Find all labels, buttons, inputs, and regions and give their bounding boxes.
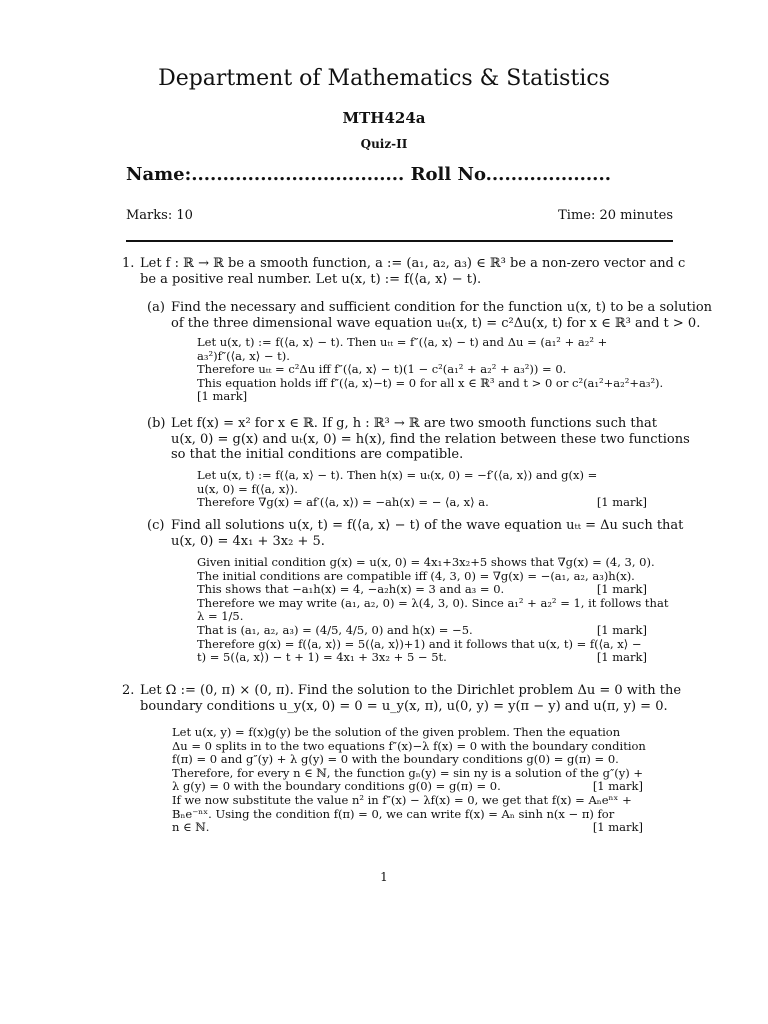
question-line: of the three dimensional wave equation uₜₜ(x, t) = c²Δu(x, t) for x ∈ ℝ³ and t > 0. — [171, 315, 701, 331]
solution-text: n ∈ ℕ. — [172, 820, 210, 835]
question-line: u(x, 0) = g(x) and uₜ(x, 0) = h(x), find the relation between these two functions — [171, 431, 690, 447]
solution-text: This shows that −a₁h(x) = 4, −a₂h(x) = 3 and a₃ = 0. — [197, 582, 505, 597]
part-a-label: (a) — [147, 300, 165, 315]
solution-line-with-mark — [197, 496, 647, 510]
marks-label: Marks: 10 — [126, 208, 193, 223]
part-a-question — [171, 300, 712, 331]
solution-line — [172, 808, 643, 822]
solution-text: f(π) = 0 and g″(y) + λ g(y) = 0 with the boundary conditions g(0) = g(π) = 0. — [172, 752, 619, 767]
solution-line — [197, 610, 647, 624]
mark-label: [1 mark] — [592, 779, 643, 794]
question-1-number: 1. — [122, 256, 135, 271]
stem-line: Let f : ℝ → ℝ be a smooth function, a := (a₁, a₂, a₃) ∈ ℝ³ be a non-zero vector and c — [140, 256, 686, 271]
solution-line — [197, 651, 647, 665]
solution-text: λ = 1/5. — [197, 609, 244, 624]
solution-line — [197, 555, 655, 570]
question-line: u(x, 0) = 4x₁ + 3x₂ + 5. — [171, 533, 325, 549]
part-a-solution — [197, 335, 664, 404]
solution-line — [197, 638, 647, 652]
mark-label: [1 mark] — [596, 650, 647, 665]
quiz-title: Quiz-II — [360, 137, 408, 151]
part-c-question — [171, 518, 683, 549]
solution-line: u(x, 0) = f(⟨a, x⟩). — [197, 481, 298, 496]
solution-line: Let u(x, t) := f(⟨a, x⟩ − t). Then h(x) = uₜ(x, 0) = −f′(⟨a, x⟩) and g(x) = — [197, 468, 598, 482]
question-line: Find all solutions u(x, t) = f(⟨a, x⟩ − t) of the wave equation uₜₜ = Δu such that — [171, 518, 684, 533]
solution-line: This equation holds iff f″(⟨a, x⟩−t) = 0 for all x ∈ ℝ³ and t > 0 or c²(a₁²+a₂²+a₃²). — [197, 375, 664, 390]
solution-line — [172, 738, 646, 754]
solution-line — [197, 595, 669, 611]
solution-line — [172, 753, 643, 767]
solution-line — [197, 583, 647, 597]
solution-text: Therefore ∇g(x) = af′(⟨a, x⟩) = −ah(x) = − ⟨a, x⟩ a. — [197, 495, 489, 510]
stem-line: boundary conditions u_y(x, 0) = 0 = u_y(x, π), u(0, y) = y(π − y) and u(π, y) = 0. — [140, 698, 668, 714]
stem-line: be a positive real number. Let u(x, t) := f(⟨a, x⟩ − t). — [140, 271, 482, 287]
solution-line — [197, 624, 647, 638]
solution-line — [172, 726, 643, 740]
solution-text: Bₙe⁻ⁿˣ. Using the condition f(π) = 0, we can write f(x) = Aₙ sinh n(x − π) for — [172, 806, 615, 821]
solution-line — [172, 821, 643, 835]
solution-text: Therefore, for every n ∈ ℕ, the function gₙ(y) = sin ny is a solution of the g″(y) + — [172, 765, 644, 780]
solution-line: Let u(x, t) := f(⟨a, x⟩ − t). Then uₜₜ = f″(⟨a, x⟩ − t) and Δu = (a₁² + a₂² + — [197, 335, 608, 349]
mark-label: [1 mark] — [596, 495, 647, 510]
solution-text: Given initial condition g(x) = u(x, 0) = 4x₁+3x₂+5 shows that ∇g(x) = (4, 3, 0). — [197, 555, 655, 569]
solution-line: a₃²)f″(⟨a, x⟩ − t). — [197, 348, 290, 363]
header-divider — [126, 240, 673, 242]
question-line: Let f(x) = x² for x ∈ ℝ. If g, h : ℝ³ → ℝ are two smooth functions such that — [171, 416, 657, 431]
solution-text: λ g(y) = 0 with the boundary conditions g(0) = g(π) = 0. — [172, 779, 501, 794]
part-b-question — [171, 416, 690, 463]
solution-line — [172, 780, 643, 794]
solution-line — [172, 767, 643, 781]
part-b-solution — [197, 469, 647, 510]
question-line: Find the necessary and sufficient condition for the function u(x, t) to be a solution — [171, 300, 713, 315]
mark-label: [1 mark] — [596, 582, 647, 597]
time-label: Time: 20 minutes — [558, 208, 673, 223]
solution-text: t) = 5(⟨a, x⟩) − t + 1) = 4x₁ + 3x₂ + 5 − 5t. — [197, 650, 447, 665]
solution-text: That is (a₁, a₂, a₃) = (4/5, 4/5, 0) and h(x) = −5. — [197, 622, 473, 637]
name-roll-line: Name:.................................. Roll No.................... — [126, 164, 611, 185]
question-2-stem — [140, 683, 681, 714]
question-2-number: 2. — [122, 683, 135, 698]
solution-text: Therefore g(x) = f(⟨a, x⟩) = 5(⟨a, x⟩)+1) and it follows that u(x, t) = f(⟨a, x⟩ − — [197, 636, 642, 651]
solution-text: If we now substitute the value n² in f″(x) − λf(x) = 0, we get that f(x) = Aₙeⁿˣ + — [172, 792, 632, 807]
solution-line — [172, 794, 643, 808]
solution-line: Therefore uₜₜ = c²Δu iff f″(⟨a, x⟩ − t)(1 − c²(a₁² + a₂² + a₃²)) = 0. — [197, 362, 567, 377]
stem-line: Let Ω := (0, π) × (0, π). Find the solution to the Dirichlet problem Δu = 0 with the — [140, 683, 682, 698]
part-b-label: (b) — [147, 416, 166, 431]
solution-text: Let u(x, y) = f(x)g(y) be the solution of the given problem. Then the equation — [172, 725, 621, 739]
mark-label: [1 mark] — [592, 820, 643, 835]
solution-text: The initial conditions are compatible iff (4, 3, 0) = ∇g(x) = −(a₁, a₂, a₃)h(x). — [197, 568, 635, 583]
solution-text: Therefore we may write (a₁, a₂, 0) = λ(4, 3, 0). Since a₁² + a₂² = 1, it follows that — [197, 595, 669, 610]
department-title: Department of Mathematics & Statistics — [158, 66, 610, 91]
part-c-label: (c) — [147, 518, 165, 533]
solution-text: Δu = 0 splits in to the two equations f″(x)−λ f(x) = 0 with the boundary condition — [172, 738, 646, 753]
question-line: so that the initial conditions are compatible. — [171, 447, 464, 462]
mark-label: [1 mark] — [596, 622, 647, 637]
solution-line — [197, 570, 647, 584]
course-code: MTH424a — [342, 109, 426, 127]
question-2-solution — [172, 725, 646, 835]
question-1-stem — [140, 256, 685, 287]
part-c-solution — [197, 555, 669, 665]
mark-label: [1 mark] — [197, 389, 248, 404]
page-number: 1 — [380, 870, 388, 884]
